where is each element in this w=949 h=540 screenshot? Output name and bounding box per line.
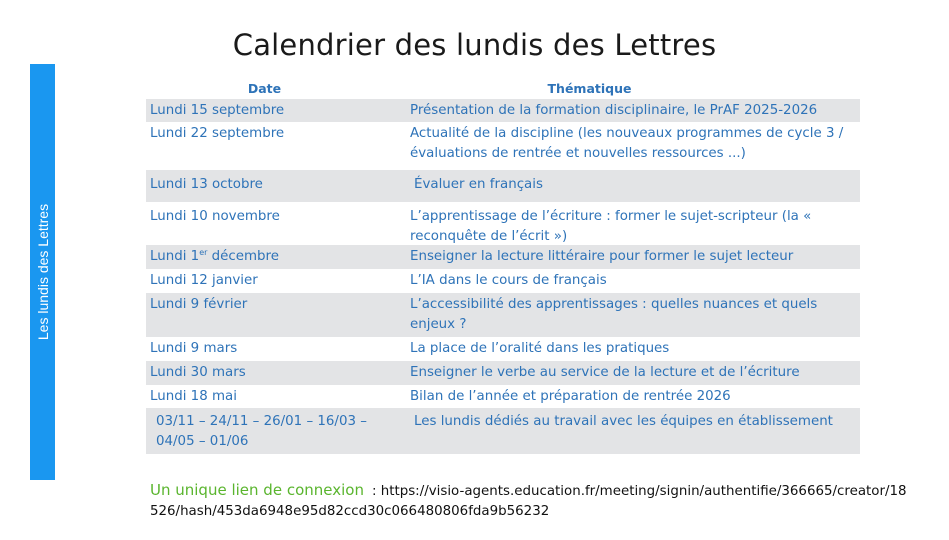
row-date: Lundi 12 janvier [150,273,258,288]
table-row [146,202,860,245]
table-row [146,99,860,122]
row-date: Lundi 9 février [150,297,248,312]
row-date: Lundi 13 octobre [150,177,263,192]
calendar-table [146,77,860,454]
row-theme: Enseigner le verbe au service de la lecture et de l’écriture [410,365,800,380]
table-row [146,269,860,293]
table-row [146,245,860,269]
table-row [146,170,860,202]
table-row [146,122,860,170]
row-date-suffix: décembre [207,249,280,264]
connection-link-label: Un unique lien de connexion [150,481,364,499]
row-theme: Les lundis dédiés au travail avec les équipes en établissement [414,414,833,429]
page-title: Calendrier des lundis des Lettres [232,28,717,62]
side-bar-label: Les lundis des Lettres [34,203,51,341]
row-theme: L’apprentissage de l’écriture : former le sujet-scripteur (la « reconquête de l’écrit ») [410,209,812,244]
row-theme: Présentation de la formation disciplinaire, le PrAF 2025-2026 [410,103,818,118]
table-header [146,77,860,99]
row-date: Lundi 22 septembre [150,126,285,141]
row-theme: Bilan de l’année et préparation de rentrée 2026 [410,389,731,404]
row-date-prefix: Lundi 1 [150,249,200,264]
row-date: Lundi 18 mai [150,389,237,404]
row-date: Lundi 9 mars [150,341,238,356]
row-theme: Enseigner la lecture littéraire pour former le sujet lecteur [410,249,794,264]
table-row [146,361,860,385]
table-row [146,337,860,361]
row-theme: L’IA dans le cours de français [410,273,607,288]
row-date-sup: er [199,248,208,257]
row-theme: Évaluer en français [414,177,543,192]
table-row [146,385,860,408]
table-row [146,408,860,454]
connection-link-block [150,480,910,522]
header-date: Date [247,80,282,96]
row-theme: L’accessibilité des apprentissages : quelles nuances et quels enjeux ? [410,297,818,332]
row-date: 03/11 – 24/11 – 26/01 – 16/03 – 04/05 – 01/06 [156,414,367,449]
row-date [146,247,410,267]
table-row [146,293,860,337]
header-theme: Thématique [547,80,632,96]
row-theme: Actualité de la discipline (les nouveaux programmes de cycle 3 / évaluations de rentrée et nouvelles ressources ...) [410,126,844,161]
row-date: Lundi 30 mars [150,365,246,380]
row-theme: La place de l’oralité dans les pratiques [410,341,670,356]
side-bar [30,64,55,480]
connection-link-url[interactable]: : https://visio-agents.education.fr/meeting/signin/authentifie/366665/creator/18526/hash/453da6948e95d82ccd30c066480806fda9b56232 [150,484,907,519]
row-date: Lundi 15 septembre [150,103,285,118]
row-date: Lundi 10 novembre [150,209,280,224]
